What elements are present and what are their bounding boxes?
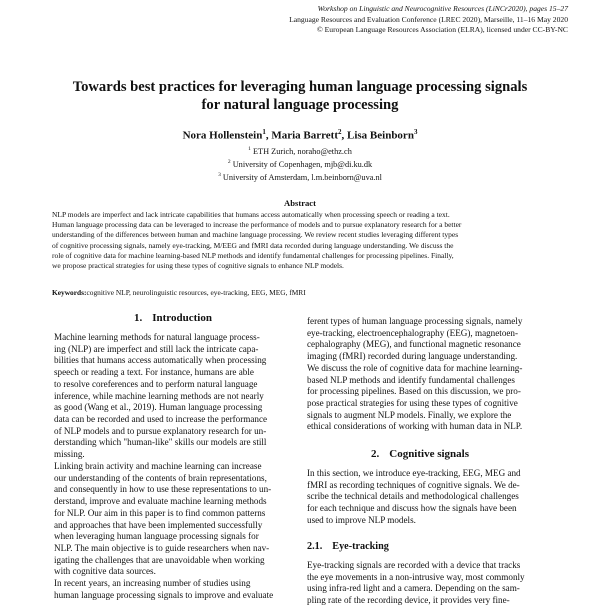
text-line: and consequently in how to use these representations to un- <box>54 484 272 495</box>
paper-title <box>40 78 560 114</box>
text-line: Linking brain activity and machine learning can increase <box>54 461 262 471</box>
author-name: Lisa Beinborn <box>347 129 414 142</box>
title-line: Towards best practices for leveraging human language processing signals <box>72 79 528 95</box>
text-line: ing (NLP) are imperfect and still lack the intricate capa- <box>54 343 259 354</box>
text-line: inference, while machine learning methods are not nearly <box>54 390 264 401</box>
text-line: for processing pipelines. Based on this discussion, we pro- <box>307 386 521 397</box>
workshop-line: Workshop on Linguistic and Neurocognitive Resources (LiNCr2020), pages 15–27 <box>317 4 568 13</box>
section-heading-cognitive-signals <box>371 449 469 461</box>
text-line: In this section, we introduce eye-tracking, EEG, MEG and <box>307 468 521 478</box>
text-line: data can be recorded and used to increase the performance <box>54 413 268 424</box>
text-line: signals to augment NLP models. Finally, we explore the <box>307 409 512 420</box>
text-line: to resolve coreferences and to perform natural language <box>54 378 258 389</box>
text-line: scribe the technical details and methodological challenges <box>307 491 519 502</box>
text-line: speech or reading a text. For instance, humans are able <box>54 367 254 378</box>
text-line: ethical considerations of working with human data in NLP. <box>307 421 523 432</box>
text-line: based NLP methods and identify fundamental challenges <box>307 374 515 385</box>
abstract-line: NLP models are imperfect and lack intricate capabilities that humans access automatically when processing speech or reading a text. <box>52 210 450 219</box>
abstract-line: Human language processing data can be leveraged to increase the performance of models and to pursue explanatory research for a better <box>52 220 462 230</box>
text-line: when leveraging human language processing signals for <box>54 531 259 542</box>
workshop-header-note <box>148 4 568 36</box>
author-affil-marker: 1 <box>262 128 266 136</box>
text-line: Eye-tracking signals are recorded with a device that tracks <box>307 560 521 570</box>
text-line: igating the challenges that are unavoidable when working <box>54 554 265 565</box>
text-line: We discuss the role of cognitive data for machine learning- <box>307 362 523 373</box>
text-line: of NLP models and to pursue explanatory research for un- <box>54 425 267 436</box>
text-line: missing. <box>54 449 85 460</box>
subsection-title: Eye-tracking <box>332 541 389 552</box>
affil-marker: 3 <box>218 171 221 178</box>
affil-text: ETH Zurich, noraho@ethz.ch <box>252 146 352 156</box>
conference-line: Language Resources and Evaluation Conference (LREC 2020), Marseille, 11–16 May 2020 <box>289 14 568 24</box>
text-line: derstanding which "human-like" skills our models are still <box>54 437 267 448</box>
section-number: 2. <box>371 448 380 460</box>
text-line: ferent types of human language processing signals, namely <box>307 316 523 326</box>
text-line: pling rate of the recording device, it provides very fine- <box>307 595 510 606</box>
text-line: human language processing signals to improve and evaluate <box>54 589 274 600</box>
author-name: Maria Barrett <box>271 129 338 142</box>
section-heading-introduction <box>134 313 212 325</box>
text-line: for NLP. Our aim in this paper is to find common patterns <box>54 507 266 518</box>
text-line: using infra-red light and a camera. Depending on the sam- <box>307 583 520 594</box>
keywords-label: Keywords: <box>52 288 87 297</box>
subsection-number: 2.1. <box>307 541 323 552</box>
license-line: © European Language Resources Association (ELRA), licensed under CC-BY-NC <box>316 25 568 35</box>
abstract-body <box>52 210 548 271</box>
text-line: imaging (fMRI) recorded during language understanding. <box>307 351 518 362</box>
affiliation <box>40 170 560 183</box>
text-line: and approaches that have been implemented successfully <box>54 519 263 530</box>
abstract-line: of cognitive processing signals, namely eye-tracking, M/EEG and fMRI data recorded during language understanding. We discuss the <box>52 240 454 250</box>
text-line: used to improve NLP models. <box>307 514 416 525</box>
keywords <box>52 288 548 297</box>
author-affil-marker: 3 <box>413 128 418 136</box>
text-line: the eye movements in a non-intrusive way, most commonly <box>307 571 525 582</box>
text-line: our understanding of the contents of brain representations, <box>54 472 267 483</box>
keywords-text: cognitive NLP, neurolinguistic resources, eye-tracking, EEG, MEG, fMRI <box>86 288 306 297</box>
abstract-line: understanding of the differences between human and machine language processing. We review recent studies leveraging different types <box>52 230 459 240</box>
intro-continuation <box>307 316 522 433</box>
text-line: eye-tracking, electroencephalography (EEG), magnetoen- <box>307 327 519 338</box>
text-line: with cognitive data sources. <box>54 566 156 577</box>
author-name: Nora Hollenstein <box>182 129 263 142</box>
text-line: Machine learning methods for natural language process- <box>54 332 260 342</box>
section2-paragraph <box>307 468 521 527</box>
text-line: fMRI as recording techniques of cognitive signals. We de- <box>307 479 520 490</box>
author-list: Nora Hollenstein$^1$, Maria Barrett$^2$, Lisa Beinborn$^3$ <box>182 128 418 142</box>
abstract-heading: Abstract <box>284 198 316 208</box>
affiliation-list <box>40 144 560 183</box>
text-line: bilities that humans access automatically when processing <box>54 355 267 366</box>
section-title: Introduction <box>152 312 212 324</box>
affil-text: University of Amsterdam, l.m.beinborn@uva.nl <box>222 172 382 182</box>
intro-paragraph-1 <box>54 332 267 461</box>
intro-paragraph-2 <box>54 461 271 578</box>
title-line: for natural language processing <box>201 97 399 113</box>
text-line: as good (Wang et al., 2019). Human language processing <box>54 402 263 413</box>
section-title: Cognitive signals <box>389 448 470 460</box>
text-line: cephalography (MEG), and functional magnetic resonance <box>307 339 521 350</box>
subsection-heading-eye-tracking <box>307 541 389 553</box>
text-line: In recent years, an increasing number of studies using <box>54 578 251 588</box>
text-line: derstand, improve and evaluate machine learning methods <box>54 496 267 507</box>
author-affil-marker: 2 <box>338 128 342 136</box>
text-line: NLP. The main objective is to guide researchers when nav- <box>54 542 270 553</box>
affiliation <box>40 144 560 157</box>
text-line: for each technique and discuss how the signals have been <box>307 503 517 514</box>
abstract-line: we propose practical strategies for using these types of cognitive signals to enhance NLP models. <box>52 261 344 271</box>
text-line: pose practical strategies for using these types of cognitive <box>307 397 518 408</box>
affiliation <box>40 157 560 170</box>
affil-text: University of Copenhagen, mjb@di.ku.dk <box>232 159 373 169</box>
section-number: 1. <box>134 312 143 324</box>
intro-paragraph-3 <box>54 578 273 601</box>
affil-marker: 2 <box>227 158 231 165</box>
abstract-line: role of cognitive data for machine learning-based NLP methods and identify fundamental challenges for processing pipelines. Finally, <box>52 250 454 260</box>
affil-marker: 1 <box>248 146 251 152</box>
